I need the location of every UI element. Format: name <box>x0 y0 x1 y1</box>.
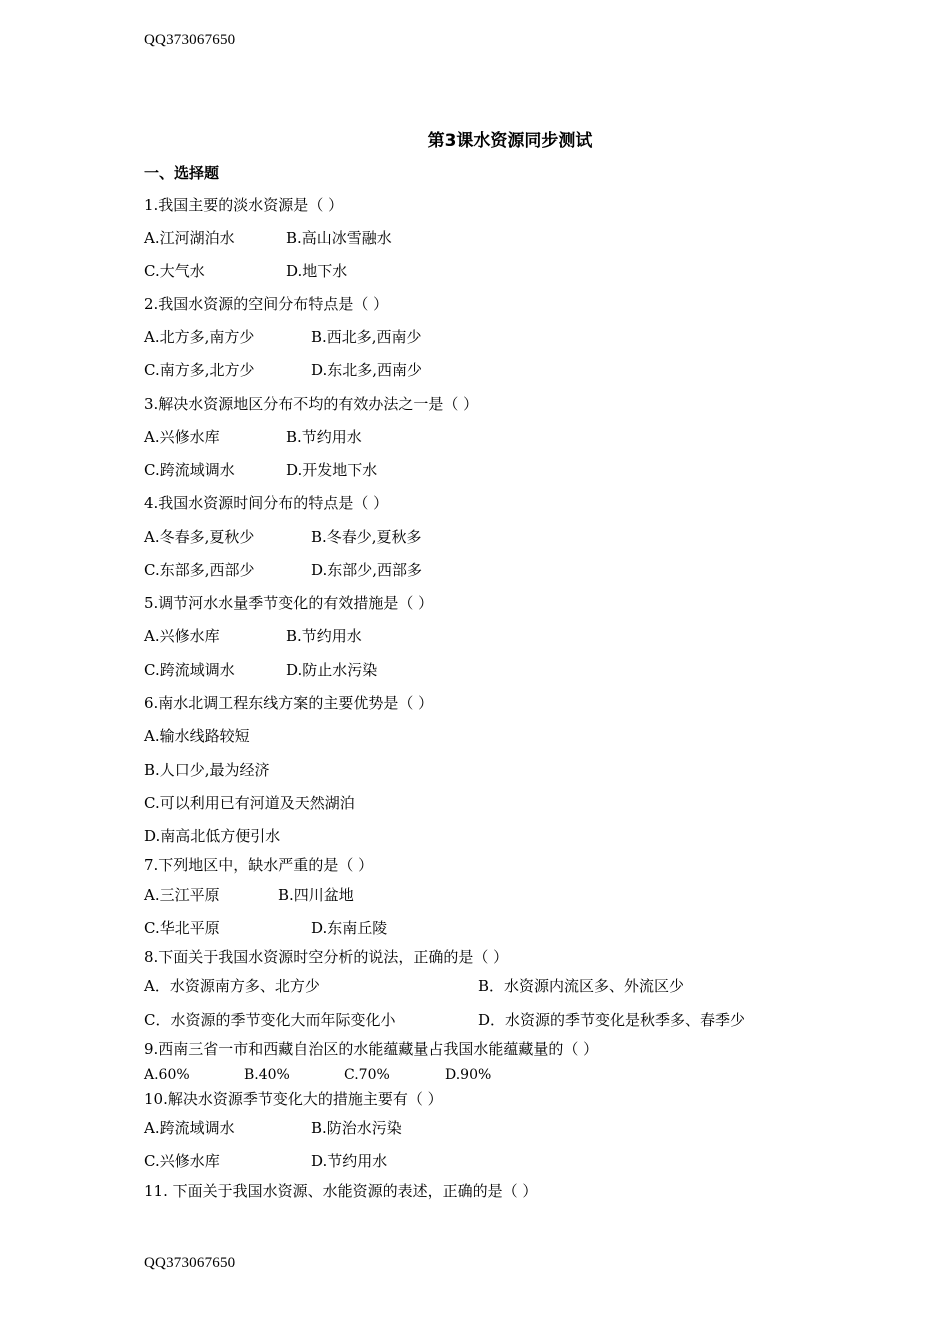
question-10-option-d: D.节约用水 <box>311 1152 388 1170</box>
question-4-stem: 4.我国水资源时间分布的特点是（ ） <box>144 494 389 512</box>
question-9-option-c: C.70% <box>344 1067 390 1083</box>
question-2-option-a: A.北方多,南方少 <box>144 328 255 346</box>
question-6-stem: 6.南水北调工程东线方案的主要优势是（ ） <box>144 694 434 712</box>
page-title: 第3课水资源同步测试 <box>427 131 593 151</box>
question-10-option-a: A.跨流域调水 <box>144 1119 235 1137</box>
question-3-stem: 3.解决水资源地区分布不均的有效办法之一是（ ） <box>144 395 479 413</box>
question-2-option-c: C.南方多,北方少 <box>144 361 255 379</box>
question-8-option-d: D．水资源的季节变化是秋季多、春季少 <box>478 1011 746 1029</box>
question-6-option-a: A.输水线路较短 <box>144 727 250 745</box>
section-heading: 一、选择题 <box>144 164 220 182</box>
question-10-option-c: C.兴修水库 <box>144 1152 220 1170</box>
question-7-option-b: B.四川盆地 <box>278 886 354 904</box>
question-3-option-d: D.开发地下水 <box>286 461 378 479</box>
question-11-stem: 11. 下面关于我国水资源、水能资源的表述，正确的是（ ） <box>144 1182 538 1200</box>
question-6-option-d: D.南高北低方便引水 <box>144 827 281 845</box>
question-8-option-a: A．水资源南方多、北方少 <box>144 977 320 995</box>
question-5-option-c: C.跨流域调水 <box>144 661 235 679</box>
page-header: QQ373067650 <box>144 32 236 48</box>
question-7-stem: 7.下列地区中，缺水严重的是（ ） <box>144 856 374 874</box>
question-8-option-b: B．水资源内流区多、外流区少 <box>478 977 685 995</box>
question-7-option-a: A.三江平原 <box>144 886 220 904</box>
question-10-option-b: B.防治水污染 <box>311 1119 402 1137</box>
question-4-option-d: D.东部少,西部多 <box>311 561 423 579</box>
question-3-option-c: C.跨流域调水 <box>144 461 235 479</box>
question-2-option-b: B.西北多,西南少 <box>311 328 422 346</box>
question-3-option-a: A.兴修水库 <box>144 428 220 446</box>
question-1-option-c: C.大气水 <box>144 262 205 280</box>
question-8-option-c: C．水资源的季节变化大而年际变化小 <box>144 1011 396 1029</box>
question-5-stem: 5.调节河水水量季节变化的有效措施是（ ） <box>144 594 434 612</box>
question-7-option-c: C.华北平原 <box>144 919 220 937</box>
question-9-option-b: B.40% <box>244 1067 290 1083</box>
question-1-option-d: D.地下水 <box>286 262 348 280</box>
question-2-option-d: D.东北多,西南少 <box>311 361 423 379</box>
question-5-option-b: B.节约用水 <box>286 627 362 645</box>
question-3-option-b: B.节约用水 <box>286 428 362 446</box>
question-1-stem: 1.我国主要的淡水资源是（ ） <box>144 196 344 214</box>
question-9-option-a: A.60% <box>144 1067 190 1083</box>
question-4-option-c: C.东部多,西部少 <box>144 561 255 579</box>
question-1-option-b: B.高山冰雪融水 <box>286 229 392 247</box>
question-5-option-d: D.防止水污染 <box>286 661 378 679</box>
question-10-stem: 10.解决水资源季节变化大的措施主要有（ ） <box>144 1090 443 1108</box>
question-4-option-b: B.冬春少,夏秋多 <box>311 528 422 546</box>
question-9-stem: 9.西南三省一市和西藏自治区的水能蕴藏量占我国水能蕴藏量的（ ） <box>144 1040 599 1058</box>
question-2-stem: 2.我国水资源的空间分布特点是（ ） <box>144 295 389 313</box>
page-footer: QQ373067650 <box>144 1255 236 1271</box>
question-5-option-a: A.兴修水库 <box>144 627 220 645</box>
question-9-option-d: D.90% <box>445 1067 492 1083</box>
question-8-stem: 8.下面关于我国水资源时空分析的说法，正确的是（ ） <box>144 948 509 966</box>
question-7-option-d: D.东南丘陵 <box>311 919 388 937</box>
question-1-option-a: A.江河湖泊水 <box>144 229 235 247</box>
question-6-option-c: C.可以利用已有河道及天然湖泊 <box>144 794 355 812</box>
question-4-option-a: A.冬春多,夏秋少 <box>144 528 255 546</box>
question-6-option-b: B.人口少,最为经济 <box>144 761 270 779</box>
